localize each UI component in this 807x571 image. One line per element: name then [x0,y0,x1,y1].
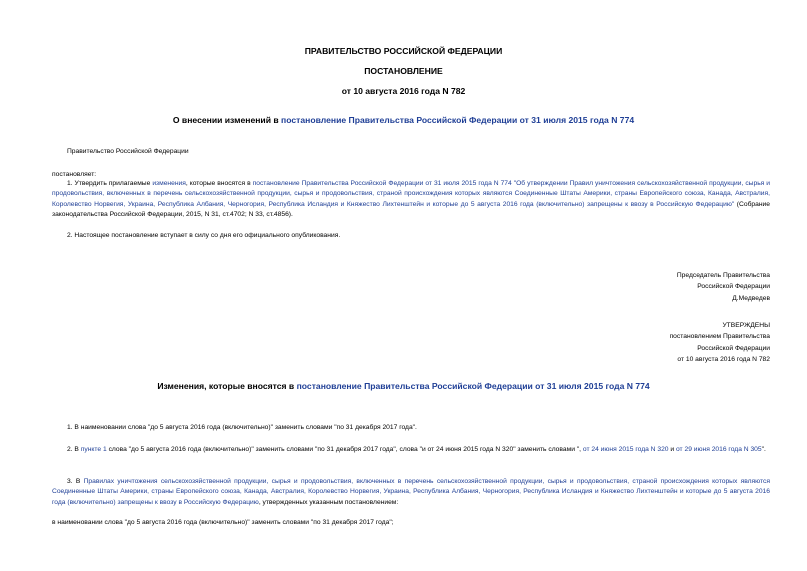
government-heading: ПРАВИТЕЛЬСТВО РОССИЙСКОЙ ФЕДЕРАЦИИ [304,46,503,56]
c3-link-rules[interactable]: Правилах уничтожения сельскохозяйственной продукции, сырья и продовольствия, включенных в перечень сельскохозяйственной продукции, сырья и продовольствия, страной происхождения которых являются Соединенные Штаты Америки, страны Европейского союза, Канада, Австралия, Королевство Норвегия, Украина, Республика Албания, Черногория, Республика Исландия и Княжество Лихтенштейн и которые до 5 августа 2016 года (включительно) запрещены к ввозу в Российскую Федерацию [52,478,770,506]
change-2 [52,445,770,455]
change-1: 1. В наименовании слова "до 5 августа 2016 года (включительно)" заменить словами "по 31 декабря 2017 года". [67,424,417,431]
signature-country: Российской Федерации [697,283,770,291]
c2-text-2: слова "до 5 августа 2016 года (включительно)" заменить словами "по 31 декабря 2017 года", слова "и от 24 июня 2015 года N 320" заменить словами ", [106,446,583,453]
issuer-text: Правительство Российской Федерации [67,148,189,155]
decides-text: постановляет: [52,171,97,178]
p1-link-decree-774[interactable]: постановление Правительства Российской Федерации от 31 июля 2015 года N 774 "Об утверждении Правил уничтожения сельскохозяйственной продукции, сырья и продовольствия, включенных в перечень сельскохозяйственной продукции, сырья и продовольствия, страной происхождения которых являются Соединенные Штаты Америки, страны Европейского союза, Канада, Австралия, Королевство Норвегия, Украина, Республика Албания, Черногория, Республика Исландия и Княжество Лихтенштейн и которые до 5 августа 2016 года (включительно) запрещены к ввозу в Российскую Федерацию" [52,180,771,208]
approval-line-4: от 10 августа 2016 года N 782 [677,356,770,364]
signature-block [677,270,770,304]
c2-text-3: и [668,446,676,453]
approval-line-2: постановлением Правительства [669,333,770,341]
c3-text-1: 3. В [67,478,84,485]
changes-title [0,381,807,392]
p1-link-changes[interactable]: изменения [152,180,186,187]
p1-text-1: 1. Утвердить прилагаемые [67,180,153,187]
changes-title-link-decree-774[interactable]: постановление Правительства Российской Федерации от 31 июля 2015 года N 774 [296,381,650,391]
document-title [0,115,807,126]
p1-text-2: , которые вносятся в [185,180,253,187]
changes-title-prefix: Изменения, которые вносятся в [157,381,297,391]
p1-text-3: (Собрание законодательства Российской Федерации, 2015, N 31, ст.4702; N 33, ст.4856). [52,200,770,219]
c2-link-point-1[interactable]: пункте 1 [80,446,107,453]
c2-link-decree-320[interactable]: от 24 июня 2015 года N 320 [582,446,669,453]
document-type-heading: ПОСТАНОВЛЕНИЕ [364,66,443,76]
signature-position: Председатель Правительства [676,272,770,279]
paragraph-2: 2. Настоящее постановление вступает в силу со дня его официального опубликования. [67,232,341,239]
document-date-number: от 10 августа 2016 года N 782 [341,86,466,96]
signature-name: Д.Медведев [732,294,770,302]
c3-text-2: , утвержденных указанным постановлением: [258,498,399,506]
paragraph-1 [52,179,770,221]
c2-link-decree-305[interactable]: от 29 июня 2016 года N 305 [675,446,762,453]
title-link-decree-774[interactable]: постановление Правительства Российской Федерации от 31 июля 2015 года N 774 [281,115,635,125]
title-prefix: О внесении изменений в [172,115,282,125]
approval-title: УТВЕРЖДЕНЫ [722,322,770,329]
approval-block [670,320,770,366]
change-3 [52,477,770,508]
c2-text-4: ". [761,446,766,453]
change-3a: в наименовании слова "до 5 августа 2016 года (включительно)" заменить словами "по 31 декабря 2017 года"; [52,519,394,526]
approval-line-3: Российской Федерации [697,344,770,352]
c2-text-1: 2. В [67,446,81,453]
